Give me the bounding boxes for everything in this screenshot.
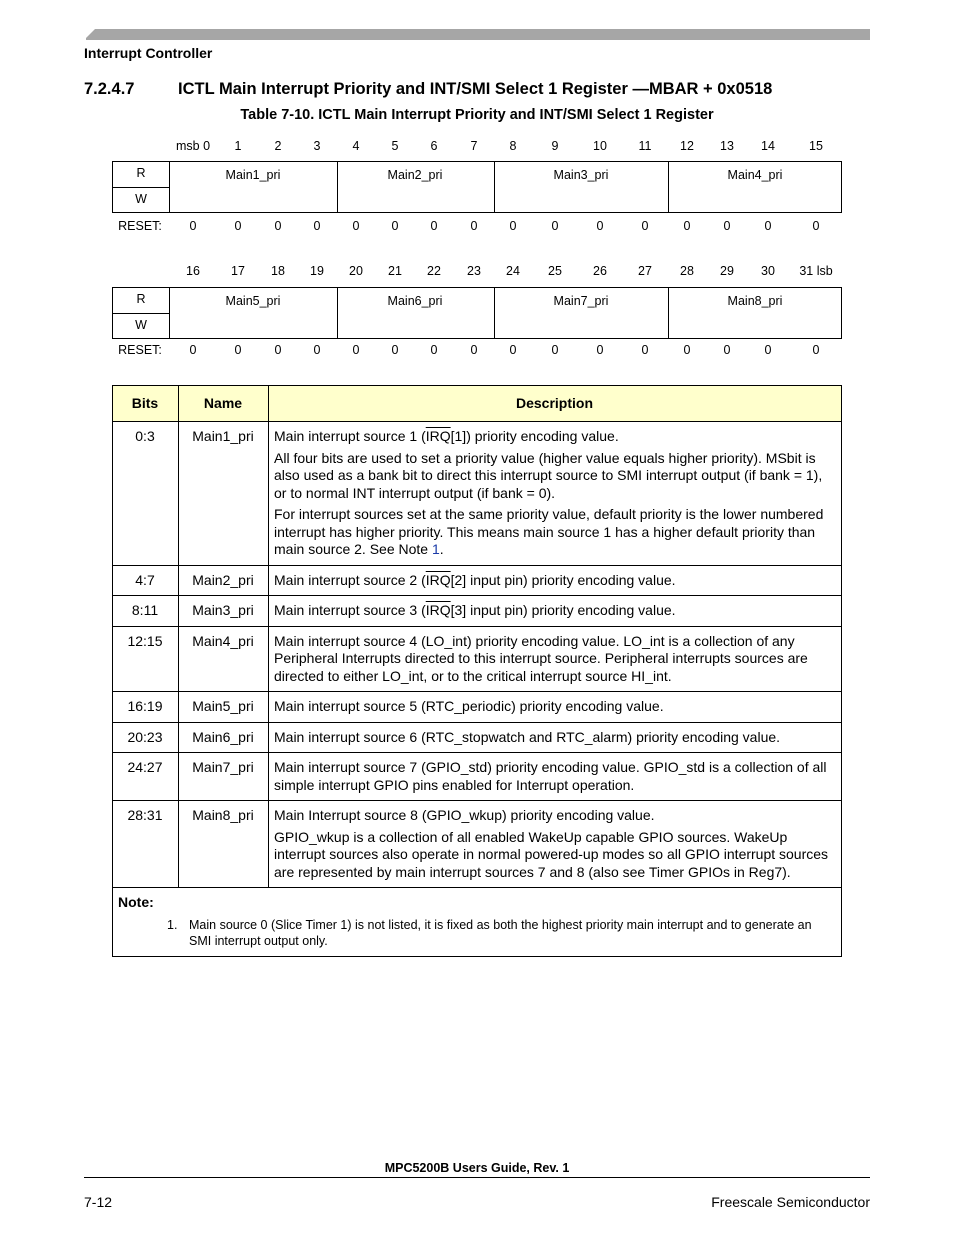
reset-value: 0 <box>391 343 399 357</box>
cell-bits: 28:31 <box>113 801 179 888</box>
bit-number: 6 <box>430 139 438 153</box>
table-row <box>113 596 842 627</box>
bit-number: 2 <box>274 139 282 153</box>
bit-number: 18 <box>271 264 285 278</box>
cell-bits: 0:3 <box>113 422 179 566</box>
cell-bits: 8:11 <box>113 596 179 627</box>
table-row <box>113 722 842 753</box>
reset-value: 0 <box>509 343 517 357</box>
note-item <box>118 917 835 950</box>
bit-number: 20 <box>349 264 363 278</box>
irq-overbar: $\overline{IRQ}$ <box>425 571 451 588</box>
reset-value: 0 <box>430 219 438 233</box>
cell-bits: 12:15 <box>113 626 179 692</box>
field-main7-pri: Main7_pri <box>553 294 609 308</box>
reset-value: 0 <box>313 219 321 233</box>
bit-number: 16 <box>186 264 200 278</box>
cell-bits: 16:19 <box>113 692 179 723</box>
bit-number: 30 <box>761 264 775 278</box>
bit-number: 21 <box>388 264 402 278</box>
note-cell <box>113 888 842 957</box>
bit-number: 10 <box>593 139 607 153</box>
reset-value: 0 <box>509 219 517 233</box>
bit-number: 7 <box>470 139 478 153</box>
section-title: ICTL Main Interrupt Priority and INT/SMI Select 1 Register —MBAR + 0x0518 <box>178 80 773 98</box>
section-heading <box>84 80 772 99</box>
cell-bits: 4:7 <box>113 565 179 596</box>
reset-value: 0 <box>391 219 399 233</box>
note-link[interactable]: 1 <box>431 541 440 557</box>
cell-description: Main interrupt source 4 (LO_int) priority encoding value. LO_int is a collection of any Peripheral Interrupts directed to this interrupt source. Peripheral interrupts sources are directed to either LO_int, or to the critical interrupt source HI_int. <box>269 626 842 692</box>
bit-number: 23 <box>467 264 481 278</box>
bit-number: 9 <box>551 139 559 153</box>
bit-number: 22 <box>427 264 441 278</box>
table-caption: Table 7-10. ICTL Main Interrupt Priority and INT/SMI Select 1 Register <box>240 107 714 123</box>
reset-value: 0 <box>352 219 360 233</box>
bit-number: 25 <box>548 264 562 278</box>
reset-value: 0 <box>551 343 559 357</box>
note-row <box>113 888 842 957</box>
write-label: W <box>135 192 147 206</box>
reset-value: 0 <box>313 343 321 357</box>
table-row <box>113 422 842 566</box>
col-header-name: Name <box>179 386 269 422</box>
reset-value: 0 <box>596 219 604 233</box>
field-main1-pri: Main1_pri <box>225 168 281 182</box>
page-number: 7-12 <box>84 1194 113 1210</box>
reset-value: 0 <box>723 219 731 233</box>
reset-value: 0 <box>234 343 242 357</box>
cell-name: Main3_pri <box>179 596 269 627</box>
bit-number: 13 <box>720 139 734 153</box>
bit-number: 31 lsb <box>799 264 833 278</box>
table-header-row <box>113 386 842 422</box>
table-row <box>113 692 842 723</box>
running-header: Interrupt Controller <box>84 45 213 61</box>
field-main6-pri: Main6_pri <box>387 294 443 308</box>
cell-description: Main interrupt source 3 ($\overline{IRQ}[3]$ input pin) priority encoding value. <box>269 596 842 627</box>
field-main8-pri: Main8_pri <box>727 294 783 308</box>
read-label: R <box>136 166 146 180</box>
reset-value: 0 <box>641 219 649 233</box>
cell-bits: 20:23 <box>113 722 179 753</box>
write-label: W <box>135 318 147 332</box>
reset-value: 0 <box>189 219 197 233</box>
table-row <box>113 753 842 801</box>
bit-number: 27 <box>638 264 652 278</box>
bit-number: 17 <box>231 264 245 278</box>
description-paragraph: All four bits are used to set a priority value (higher value equals higher priority). MSbit is also used as a bank bit to direct this interrupt source to SMI interrupt output (if bank = 1), or to normal INT interrupt output (if bank = 0). <box>274 449 823 501</box>
bit-number: 26 <box>593 264 607 278</box>
register-box-row1 <box>112 161 842 213</box>
reset-value: 0 <box>812 343 820 357</box>
field-main3-pri: Main3_pri <box>553 168 609 182</box>
reset-value: 0 <box>551 219 559 233</box>
note-heading: Note: <box>118 894 154 910</box>
bit-number: 4 <box>352 139 360 153</box>
reset-value: 0 <box>189 343 197 357</box>
bit-number: 12 <box>680 139 694 153</box>
bit-number: 8 <box>509 139 517 153</box>
footer-publisher: Freescale Semiconductor <box>711 1194 870 1210</box>
description-paragraph: GPIO_wkup is a collection of all enabled WakeUp capable GPIO sources. WakeUp interrupt sources also operate in normal powered-up modes so all GPIO interrupt sources are represented by main interrupt sources 7 and 8 (also see Timer GPIOs in Reg7). <box>274 828 829 880</box>
reset-value: 0 <box>596 343 604 357</box>
field-main4-pri: Main4_pri <box>727 168 783 182</box>
reset-value: 0 <box>764 343 772 357</box>
description-paragraph: Main Interrupt source 8 (GPIO_wkup) priority encoding value. <box>274 807 655 823</box>
reset-value: 0 <box>274 219 282 233</box>
table-row <box>113 801 842 888</box>
cell-name: Main1_pri <box>179 422 269 566</box>
reset-value: 0 <box>470 343 478 357</box>
footer-document-title: MPC5200B Users Guide, Rev. 1 <box>384 1161 570 1175</box>
footer-rule <box>84 1177 870 1178</box>
cell-name: Main5_pri <box>179 692 269 723</box>
cell-name: Main2_pri <box>179 565 269 596</box>
bit-number: 24 <box>506 264 520 278</box>
reset-value: 0 <box>352 343 360 357</box>
reset-value: 0 <box>470 219 478 233</box>
cell-description <box>269 422 842 566</box>
cell-description: Main interrupt source 5 (RTC_periodic) priority encoding value. <box>269 692 842 723</box>
field-main5-pri: Main5_pri <box>225 294 281 308</box>
register-box-row2 <box>112 287 842 339</box>
reset-label: RESET: <box>118 343 162 357</box>
col-header-bits: Bits <box>113 386 179 422</box>
bit-number: 19 <box>310 264 324 278</box>
cell-description: Main interrupt source 7 (GPIO_std) priority encoding value. GPIO_std is a collection of all simple interrupt GPIO pins enabled for Interrupt operation. <box>269 753 842 801</box>
bit-number: 28 <box>680 264 694 278</box>
bit-number: msb 0 <box>175 139 211 153</box>
irq-overbar: $\overline{IRQ}$ <box>425 602 451 618</box>
cell-bits: 24:27 <box>113 753 179 801</box>
reset-value: 0 <box>234 219 242 233</box>
bit-number: 1 <box>234 139 242 153</box>
cell-name: Main6_pri <box>179 722 269 753</box>
reset-value: 0 <box>812 219 820 233</box>
irq-overbar: $\overline{IRQ}$ <box>425 428 451 444</box>
description-paragraph: For interrupt sources set at the same priority value, default priority is the lower numbered interrupt has higher priority. This means main source 1 has a higher default priority than main source 2. See Note 1. <box>274 506 824 557</box>
bit-number: 14 <box>761 139 775 153</box>
header-bar <box>86 29 870 40</box>
reset-value: 0 <box>641 343 649 357</box>
note-number: 1. <box>167 917 178 932</box>
cell-description <box>269 801 842 888</box>
reset-value: 0 <box>764 219 772 233</box>
table-row <box>113 626 842 692</box>
bit-number: 11 <box>638 139 652 153</box>
table-row <box>113 565 842 596</box>
field-description-table <box>112 385 842 957</box>
reset-value: 0 <box>430 343 438 357</box>
cell-description: Main interrupt source 6 (RTC_stopwatch and RTC_alarm) priority encoding value. <box>269 722 842 753</box>
cell-name: Main7_pri <box>179 753 269 801</box>
reset-label: RESET: <box>118 219 162 233</box>
reset-value: 0 <box>683 219 691 233</box>
reset-value: 0 <box>274 343 282 357</box>
col-header-description: Description <box>269 386 842 422</box>
cell-description: Main interrupt source 2 ($\overline{IRQ}[2]$ input pin) priority encoding value. <box>269 565 842 596</box>
note-text: Main source 0 (Slice Timer 1) is not listed, it is fixed as both the highest priority main interrupt and to generate an SMI interrupt output only. <box>189 917 812 948</box>
bit-number: 3 <box>313 139 321 153</box>
cell-name: Main8_pri <box>179 801 269 888</box>
section-number: 7.2.4.7 <box>84 80 135 98</box>
bit-number: 5 <box>391 139 399 153</box>
cell-name: Main4_pri <box>179 626 269 692</box>
bit-number: 15 <box>809 139 823 153</box>
field-main2-pri: Main2_pri <box>387 168 443 182</box>
reset-value: 0 <box>683 343 691 357</box>
description-paragraph: Main interrupt source 1 $(\overline{IRQ}[1])$ priority encoding value. <box>274 428 619 444</box>
bit-number: 29 <box>720 264 734 278</box>
read-label: R <box>136 292 146 306</box>
reset-value: 0 <box>723 343 731 357</box>
